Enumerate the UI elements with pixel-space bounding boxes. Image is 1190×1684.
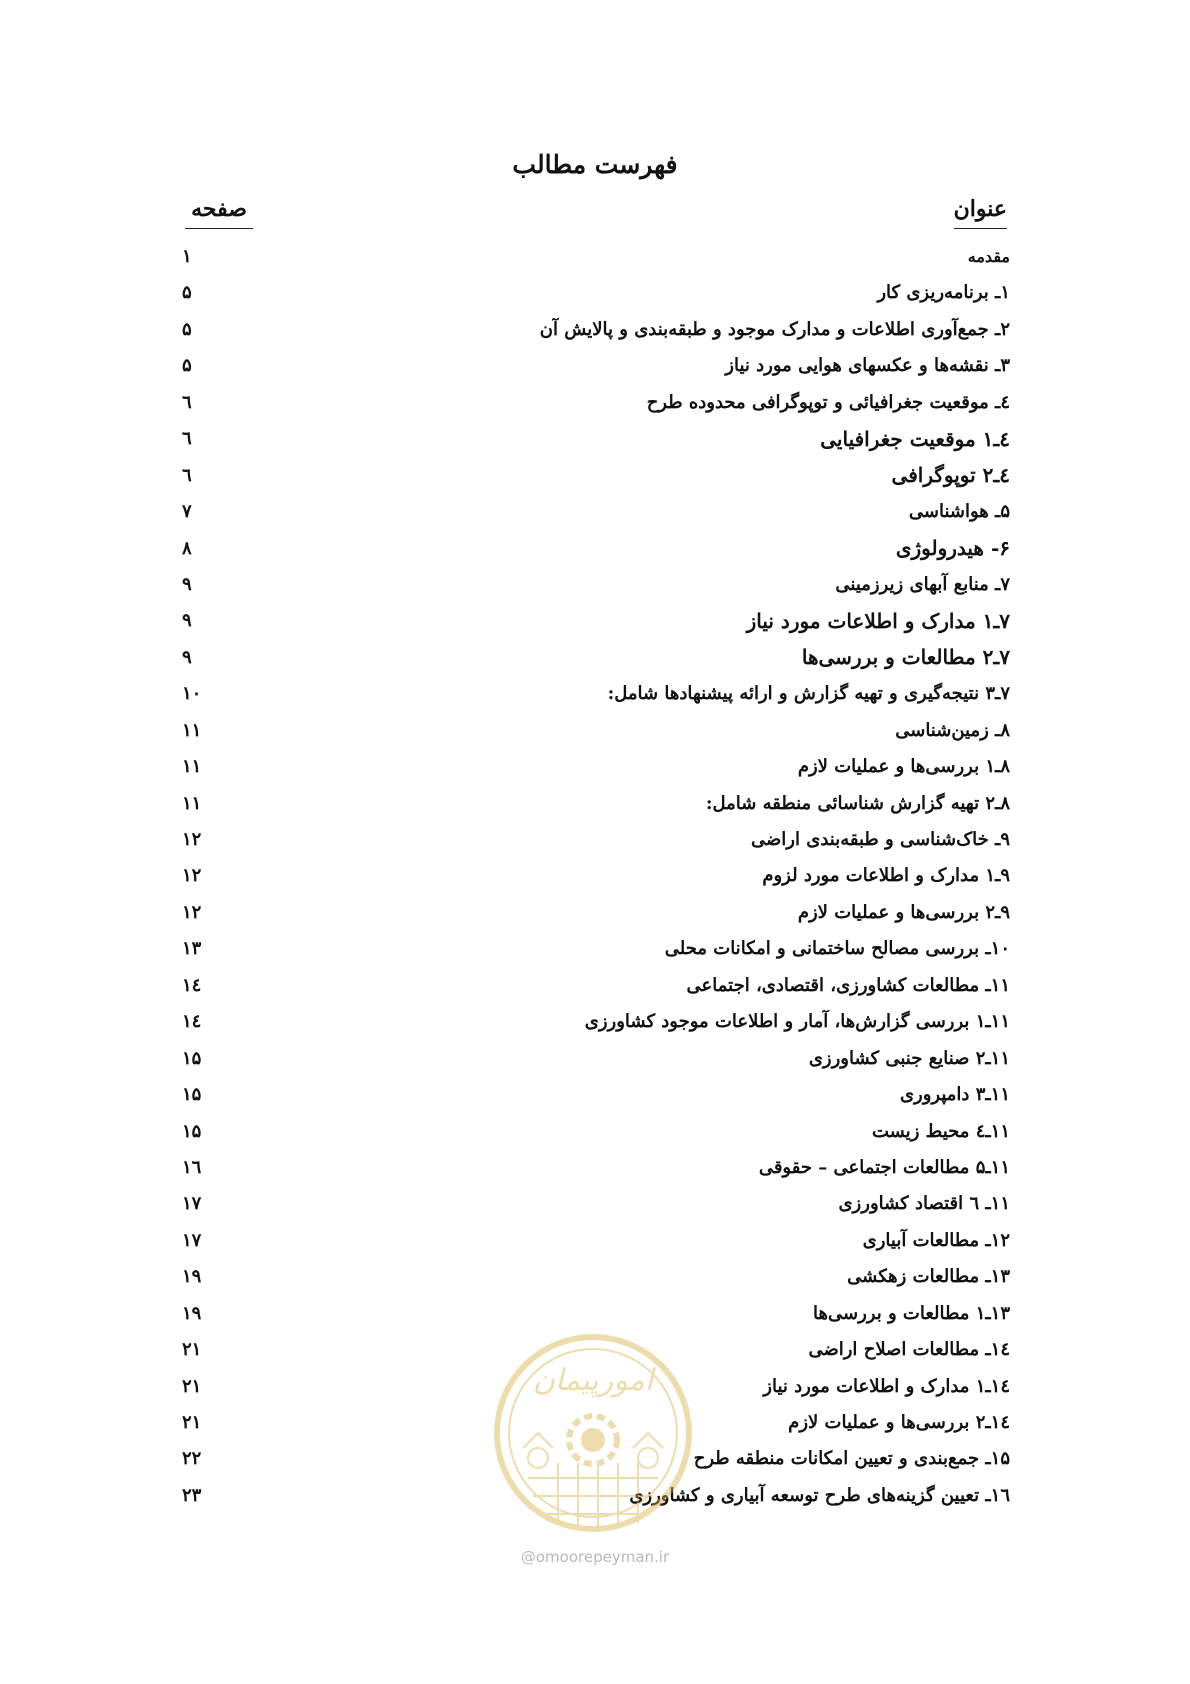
toc-entry-page: ۱۹ <box>182 1302 202 1324</box>
toc-entry-label: ۸ـ زمین‌شناسی <box>895 719 1010 741</box>
title-column-header: عنوان <box>954 196 1007 229</box>
toc-entry-page: ٦ <box>182 464 192 486</box>
toc-entry <box>180 495 1010 528</box>
toc-entry-page: ۸ <box>182 537 192 559</box>
toc-entry-label: ۱۵ـ جمع‌بندی و تعیین امکانات منطقه طرح <box>693 1448 1010 1470</box>
toc-entry <box>180 1078 1010 1111</box>
toc-entry-page: ۱٦ <box>182 1156 202 1178</box>
toc-entry <box>180 1005 1010 1038</box>
toc-entry-page: ۱۵ <box>182 1047 202 1069</box>
toc-entry <box>180 276 1010 309</box>
toc-entry <box>180 604 1010 637</box>
toc-entry <box>180 823 1010 856</box>
toc-entry <box>180 969 1010 1002</box>
toc-entry-page: ۲۱ <box>182 1375 202 1397</box>
toc-entry-page: ۱۱ <box>182 719 202 741</box>
toc-entry-page: ۱۱ <box>182 792 202 814</box>
toc-entry-page: ۲۱ <box>182 1339 202 1361</box>
toc-entry-label: ۲ـ جمع‌آوری اطلاعات و مدارک موجود و طبقه‌بندی و پالایش آن <box>539 318 1010 340</box>
toc-entry-page: ۲۱ <box>182 1412 202 1433</box>
toc-entry <box>180 787 1010 820</box>
toc-entry-page: ۹ <box>182 573 192 595</box>
toc-entry <box>180 1042 1010 1075</box>
toc-entry <box>180 568 1010 601</box>
toc-entry-label: مقدمه <box>967 247 1010 266</box>
toc-entry <box>180 532 1010 565</box>
toc-entry-page: ۱۷ <box>182 1229 202 1251</box>
toc-entry-page: ۵ <box>182 355 192 377</box>
toc-entry-page: ۱۵ <box>182 1120 202 1142</box>
svg-text:امورپیمان: امورپیمان <box>532 1363 654 1398</box>
toc-entry-label: ۶- هیدرولوژی <box>895 536 1010 560</box>
toc-entry-page: ۹ <box>182 646 192 668</box>
toc-entry-page: ۱۲ <box>182 901 202 923</box>
watermark-url: @omoorepeyman.ir <box>520 1548 670 1566</box>
toc-entry-label: ۳ـ نقشه‌ها و عکسهای هوایی مورد نیاز <box>725 355 1010 377</box>
toc-entry-page: ۱۲ <box>182 829 202 850</box>
toc-entry-label: ۷ـ۱ مدارک و اطلاعات مورد نیاز <box>746 608 1010 633</box>
toc-entry-label: ۱۰ـ بررسی مصالح ساختمانی و امکانات محلی <box>664 938 1010 960</box>
toc-entry-page: ۲۲ <box>182 1448 202 1470</box>
toc-entry <box>180 1151 1010 1184</box>
toc-entry-label: ٤ـ۱ موقعیت جغرافیایی <box>820 426 1010 451</box>
toc-entry-label: ۱٦ـ تعیین گزینه‌های طرح توسعه آبیاری و کشاورزی <box>629 1484 1010 1506</box>
toc-entry-label: ۱۱ـ مطالعات کشاورزی، اقتصادی، اجتماعی <box>686 974 1010 996</box>
toc-entry-label: ۱۳ـ۱ مطالعات و بررسی‌ها <box>813 1302 1010 1324</box>
toc-entry-page: ۷ <box>182 501 192 523</box>
toc-entry <box>180 422 1010 455</box>
toc-entry <box>180 386 1010 419</box>
toc-entry <box>180 677 1010 710</box>
toc-entry <box>180 750 1010 783</box>
toc-entry <box>180 1260 1010 1293</box>
toc-entry-page: ۱ <box>182 246 192 267</box>
page-title: فهرست مطالب <box>512 150 678 179</box>
toc-entry-page: ۱۹ <box>182 1266 202 1288</box>
toc-entry-label: ۸ـ۱ بررسی‌ها و عملیات لازم <box>797 756 1010 778</box>
toc-entry-page: ۱۲ <box>182 865 202 887</box>
toc-entry <box>180 459 1010 492</box>
toc-entry-page: ۱٤ <box>182 1011 202 1033</box>
toc-entry-label: ۱٤ـ مطالعات اصلاح اراضی <box>808 1339 1010 1361</box>
table-of-contents <box>180 240 1010 1512</box>
toc-entry <box>180 932 1010 965</box>
toc-entry-label: ۹ـ۱ مدارک و اطلاعات مورد لزوم <box>762 865 1010 887</box>
toc-entry-label: ۱۱ـ۱ بررسی گزارش‌ها، آمار و اطلاعات موجود کشاورزی <box>584 1011 1010 1033</box>
toc-entry-label: ۱۳ـ مطالعات زهکشی <box>847 1266 1010 1288</box>
toc-entry <box>180 859 1010 892</box>
toc-entry-page: ۱۳ <box>182 938 202 960</box>
toc-entry <box>180 1333 1010 1366</box>
toc-entry-page: ۱۱ <box>182 756 202 778</box>
toc-entry <box>180 714 1010 747</box>
toc-entry-label: ۸ـ۲ تهیه گزارش شناسائی منطقه شامل: <box>705 792 1010 814</box>
toc-entry-label: ۹ـ خاک‌شناسی و طبقه‌بندی اراضی <box>751 829 1010 850</box>
toc-entry <box>180 1115 1010 1148</box>
toc-entry <box>180 240 1010 273</box>
toc-entry-label: ۱٤ـ۱ مدارک و اطلاعات مورد نیاز <box>763 1375 1010 1397</box>
toc-entry <box>180 1224 1010 1257</box>
toc-entry-label: ۷ـ۳ نتیجه‌گیری و تهیه گزارش و ارائه پیشنهادها شامل: <box>607 683 1010 705</box>
toc-entry <box>180 1479 1010 1512</box>
toc-entry-label: ٤ـ موقعیت جغرافیائی و توپوگرافی محدوده طرح <box>646 391 1010 413</box>
toc-entry <box>180 1187 1010 1220</box>
toc-entry-label: ۱۱ـ۳ دامپروری <box>899 1084 1010 1106</box>
toc-entry-label: ۹ـ۲ بررسی‌ها و عملیات لازم <box>797 901 1010 923</box>
toc-entry-page: ٦ <box>182 391 192 413</box>
toc-entry <box>180 349 1010 382</box>
toc-entry-page: ۵ <box>182 318 192 340</box>
toc-entry-label: ۷ـ منابع آبهای زیرزمینی <box>835 573 1010 595</box>
toc-entry-label: ۵ـ هواشناسی <box>908 501 1010 523</box>
toc-entry-label: ۱٤ـ۲ بررسی‌ها و عملیات لازم <box>788 1412 1010 1433</box>
toc-entry-page: ۱۷ <box>182 1193 202 1215</box>
toc-entry-page: ۹ <box>182 610 192 632</box>
toc-entry-page: ۲۳ <box>182 1484 202 1506</box>
toc-entry-label: ۱۱ـ٤ محیط زیست <box>871 1120 1010 1142</box>
toc-entry-label: ۱۱ـ۲ صنایع جنبی کشاورزی <box>808 1047 1010 1069</box>
toc-entry <box>180 313 1010 346</box>
toc-entry-page: ٦ <box>182 428 192 450</box>
toc-entry-page: ۱٤ <box>182 974 202 996</box>
toc-entry-label: ٤ـ۲ توپوگرافی <box>891 463 1010 488</box>
toc-entry-label: ۱۲ـ مطالعات آبیاری <box>862 1229 1010 1251</box>
page-column-header: صفحه <box>185 196 253 229</box>
toc-entry <box>180 896 1010 929</box>
toc-entry <box>180 1406 1010 1439</box>
toc-entry-label: ۱۱ـ ٦ اقتصاد کشاورزی <box>838 1193 1010 1215</box>
toc-entry-page: ۱۰ <box>182 683 202 705</box>
toc-entry <box>180 1370 1010 1403</box>
toc-entry-label: ۱۱ـ۵ مطالعات اجتماعی – حقوقی <box>758 1156 1010 1178</box>
toc-entry <box>180 641 1010 674</box>
toc-entry-page: ۵ <box>182 282 192 304</box>
toc-entry-label: ۷ـ۲ مطالعات و بررسی‌ها <box>801 645 1010 670</box>
toc-entry <box>180 1297 1010 1330</box>
toc-entry <box>180 1442 1010 1475</box>
toc-entry-page: ۱۵ <box>182 1084 202 1106</box>
toc-entry-label: ۱ـ برنامه‌ریزی کار <box>877 282 1010 304</box>
